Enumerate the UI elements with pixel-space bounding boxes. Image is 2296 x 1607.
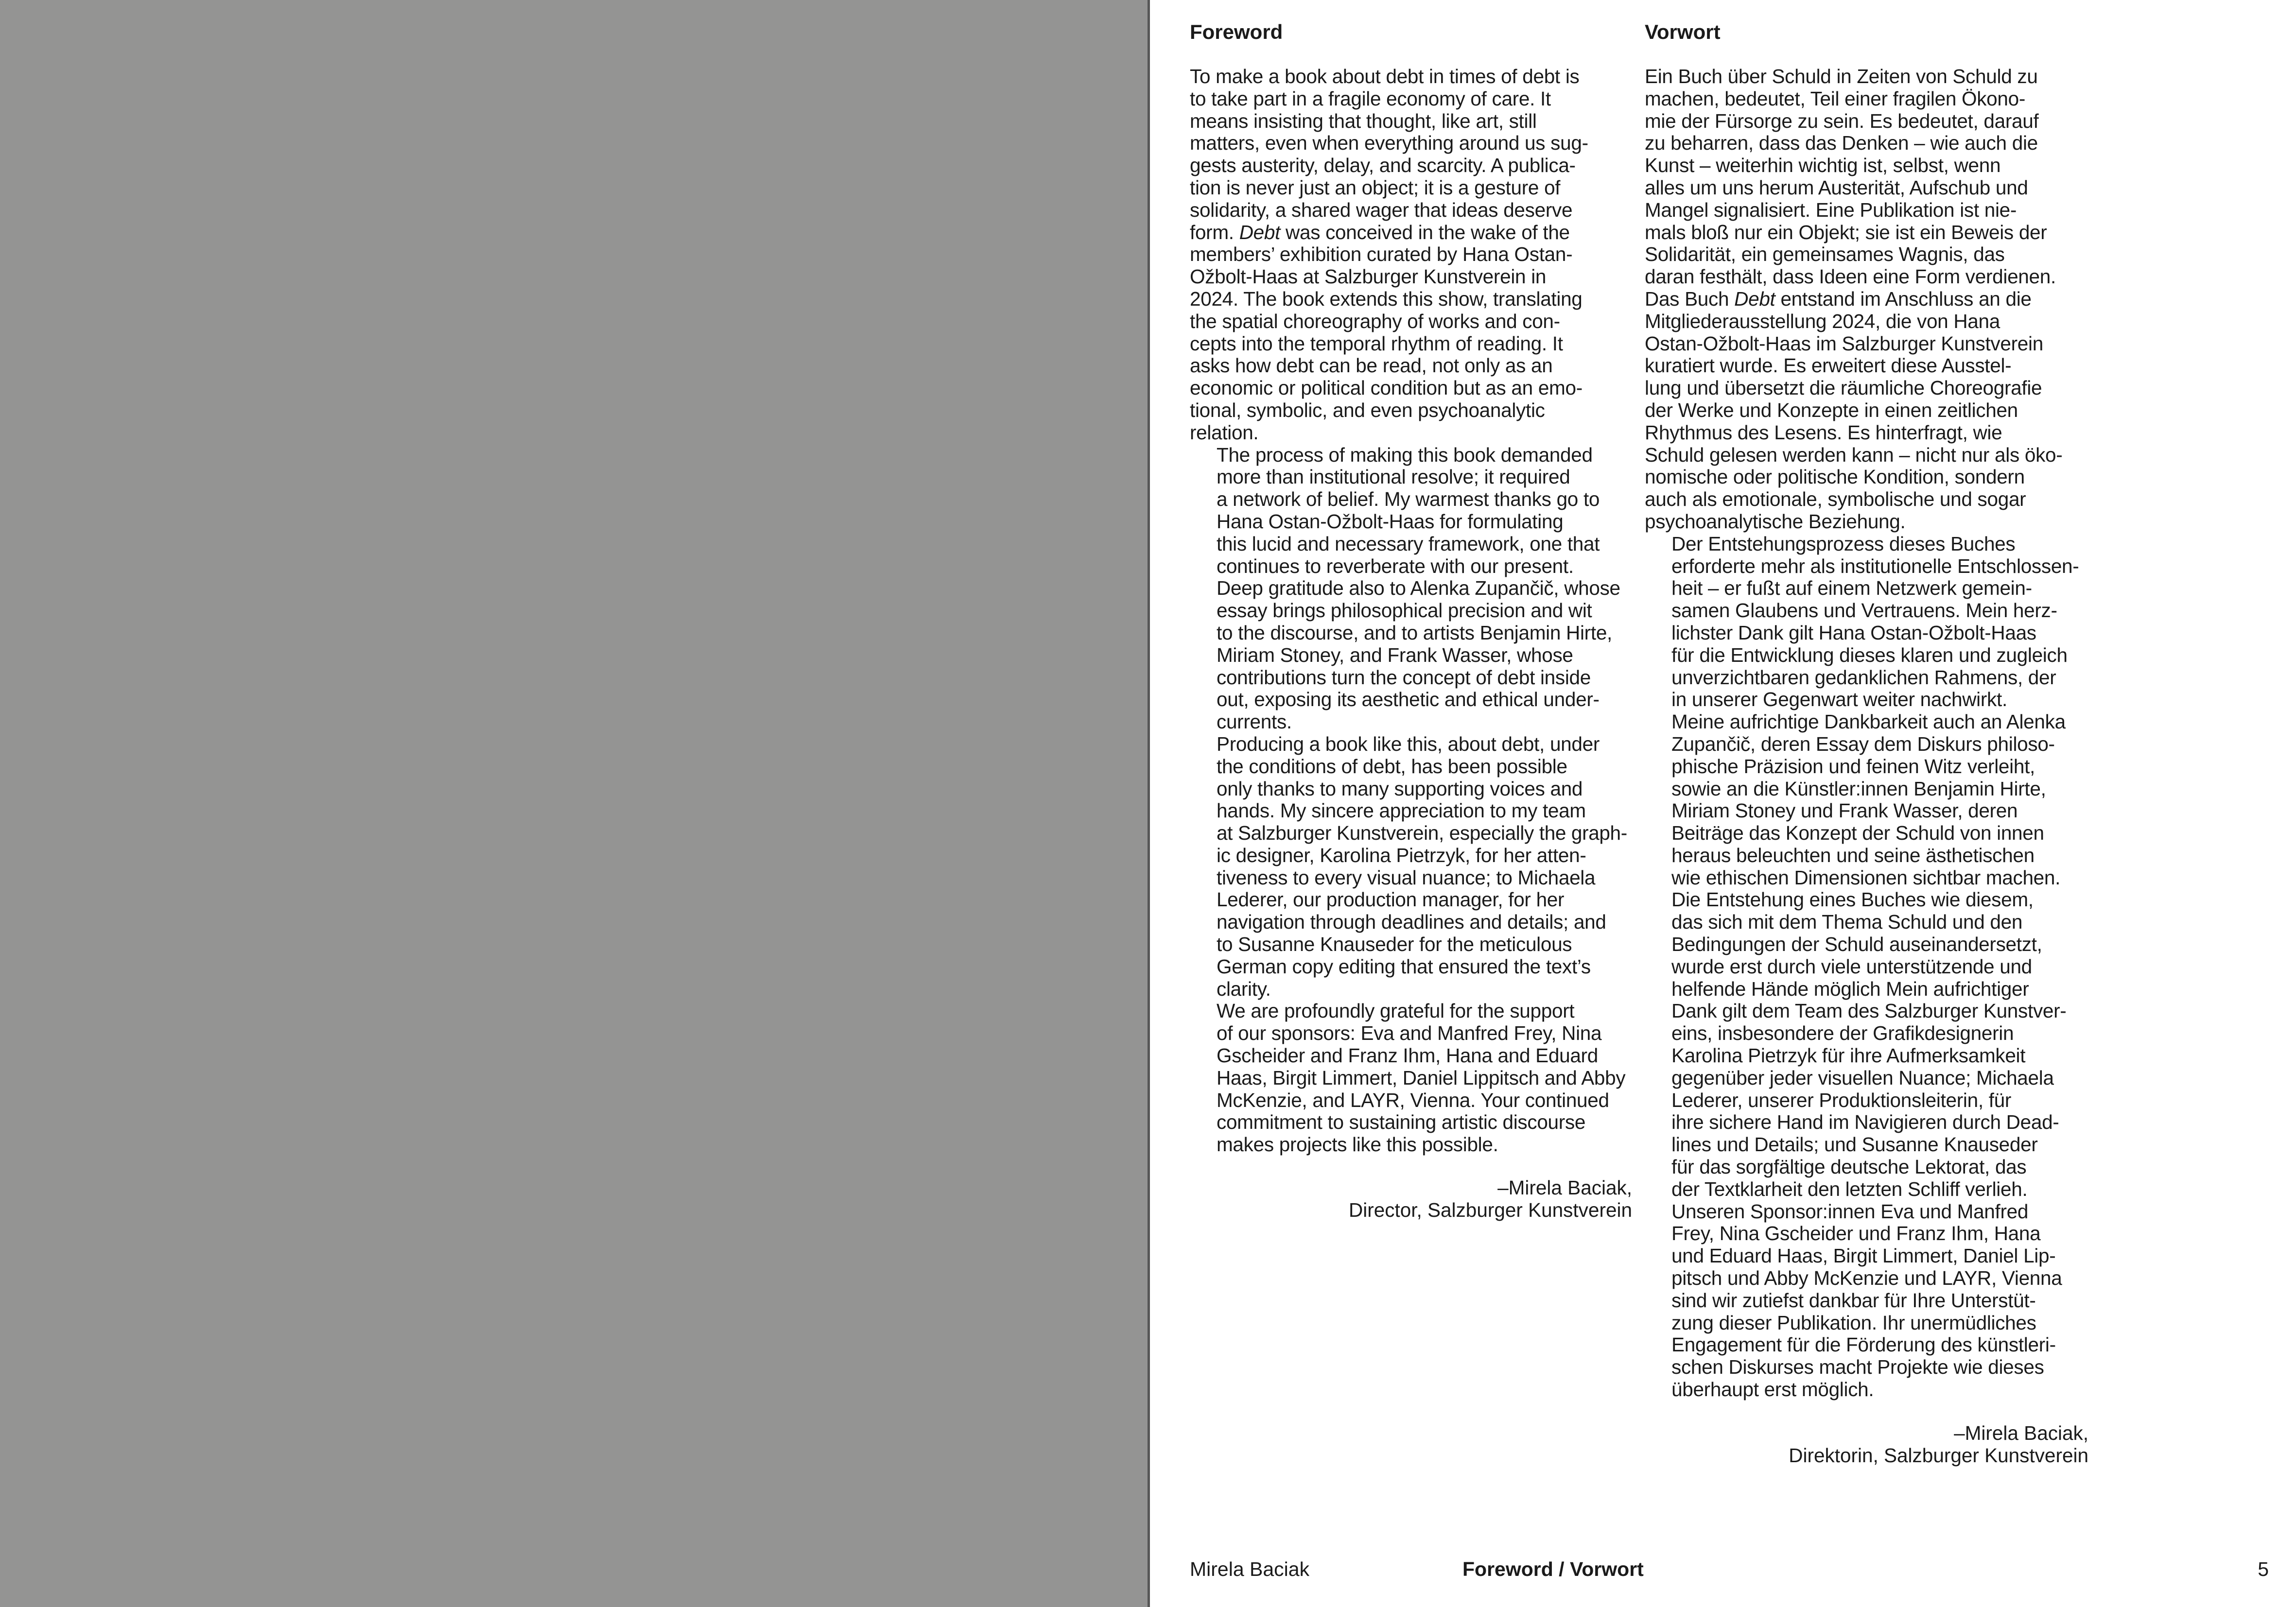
text-line: Ostan-Ožbolt-Haas im Salzburger Kunstverein	[1645, 332, 2043, 355]
text-line: Kunst – weiterhin wichtig ist, selbst, wenn	[1645, 154, 2001, 177]
text-line: Engagement für die Förderung des künstleri-	[1671, 1333, 2056, 1356]
text-line: Deep gratitude also to Alenka Zupančič, whose	[1217, 577, 1620, 600]
text-line: the spatial choreography of works and con-	[1190, 310, 1560, 332]
text-line: asks how debt can be read, not only as an	[1190, 354, 1553, 377]
text-line: Mangel signalisiert. Eine Publikation ist nie-	[1645, 198, 2017, 221]
text-line: machen, bedeutet, Teil einer fragilen Ökono-	[1645, 87, 2026, 110]
text-line: Hana Ostan-Ožbolt-Haas for formulating	[1217, 510, 1564, 533]
text-line: We are profoundly grateful for the support	[1217, 1000, 1575, 1022]
paragraph	[1190, 66, 1627, 444]
text-line: lines und Details; und Susanne Knauseder	[1671, 1133, 2038, 1156]
text-line: Miriam Stoney und Frank Wasser, deren	[1671, 799, 2018, 822]
text-line: auch als emotionale, symbolische und sogar	[1645, 488, 2026, 511]
text-line: lung und übersetzt die räumliche Choreografie	[1645, 377, 2042, 399]
text-line: Miriam Stoney, and Frank Wasser, whose	[1217, 643, 1573, 666]
text-line: cepts into the temporal rhythm of reading. It	[1190, 332, 1563, 355]
german-signature	[1645, 1422, 2088, 1467]
text-line: the conditions of debt, has been possible	[1217, 755, 1567, 778]
text-line: Ožbolt-Haas at Salzburger Kunstverein in	[1190, 265, 1547, 288]
text-line: kuratiert wurde. Es erweitert diese Ausstel-	[1645, 354, 2012, 377]
text-line: Dank gilt dem Team des Salzburger Kunstver-	[1671, 1000, 2067, 1022]
text-line: heraus beleuchten und seine ästhetischen	[1671, 844, 2035, 866]
text-line: more than institutional resolve; it required	[1217, 466, 1570, 488]
text-line: Lederer, our production manager, for her	[1217, 888, 1565, 911]
text-line: Karolina Pietrzyk für ihre Aufmerksamkeit	[1671, 1044, 2026, 1067]
text-line: Ein Buch über Schuld in Zeiten von Schuld zu	[1645, 65, 2038, 87]
text-line: wurde erst durch viele unterstützende und	[1671, 955, 2032, 978]
text-line: Solidarität, ein gemeinsames Wagnis, das	[1645, 243, 2005, 266]
text-line: out, exposing its aesthetic and ethical under-	[1217, 688, 1600, 711]
text-line: Meine aufrichtige Dankbarkeit auch an Alenka	[1671, 710, 2066, 733]
text-line: und Eduard Haas, Birgit Limmert, Daniel Lip-	[1671, 1244, 2056, 1267]
text-line: at Salzburger Kunstverein, especially the graph-	[1217, 822, 1627, 845]
text-line: The process of making this book demanded	[1217, 443, 1593, 466]
text-line: tiveness to every visual nuance; to Michaela	[1217, 866, 1596, 889]
text-line: der Werke und Konzepte in einen zeitlichen	[1645, 398, 2018, 421]
text-line: samen Glaubens und Vertrauens. Mein herz-	[1671, 599, 2057, 622]
text-line: McKenzie, and LAYR, Vienna. Your continued	[1217, 1089, 1609, 1111]
paragraph	[1190, 444, 1627, 733]
signature-name: –Mirela Baciak,	[1497, 1176, 1632, 1199]
text-line: phische Präzision und feinen Witz verleiht,	[1671, 755, 2035, 778]
text-line: Lederer, unserer Produktionsleiterin, für	[1671, 1089, 2012, 1111]
footer-section-title: Foreword / Vorwort	[1462, 1558, 1644, 1580]
footer-author: Mirela Baciak	[1190, 1558, 1310, 1580]
paragraph	[1645, 889, 2092, 1200]
text-line: To make a book about debt in times of debt is	[1190, 65, 1580, 87]
text-line: means insisting that thought, like art, still	[1190, 109, 1537, 132]
text-line: only thanks to many supporting voices and	[1217, 777, 1583, 800]
text-line: mie der Fürsorge zu sein. Es bedeutet, darauf	[1645, 109, 2039, 132]
text-line: Die Entstehung eines Buches wie diesem,	[1671, 888, 2034, 911]
book-title-emphasis: Debt	[1239, 221, 1281, 243]
text-line: daran festhält, dass Ideen eine Form verdienen.	[1645, 265, 2056, 288]
text-line: relation.	[1190, 421, 1259, 444]
text-line: für die Entwicklung dieses klaren und zugleich	[1671, 643, 2068, 666]
paragraph	[1190, 1000, 1627, 1156]
text-line: psychoanalytische Beziehung.	[1645, 510, 1906, 533]
text-line: a network of belief. My warmest thanks go to	[1217, 488, 1600, 511]
text-line: ihre sichere Hand im Navigieren durch Dead-	[1671, 1111, 2059, 1134]
paragraph	[1645, 533, 2092, 889]
text-line: unverzichtbaren gedanklichen Rahmens, der	[1671, 666, 2056, 689]
text-line: hands. My sincere appreciation to my team	[1217, 799, 1586, 822]
text-line: Producing a book like this, about debt, under	[1217, 732, 1600, 755]
text-line: Bedingungen der Schuld auseinandersetzt,	[1671, 933, 2042, 956]
signature-name: –Mirela Baciak,	[1954, 1422, 2088, 1444]
signature-role: Direktorin, Salzburger Kunstverein	[1789, 1444, 2088, 1467]
text-line: to the discourse, and to artists Benjamin Hirte,	[1217, 621, 1612, 644]
text-line: gests austerity, delay, and scarcity. A publica-	[1190, 154, 1576, 177]
paragraph	[1190, 733, 1627, 1001]
text-line: Haas, Birgit Limmert, Daniel Lippitsch and Abby	[1217, 1066, 1626, 1089]
heading-vorwort: Vorwort	[1645, 20, 1721, 43]
text-line: pitsch und Abby McKenzie und LAYR, Vienna	[1671, 1267, 2062, 1290]
text-line: currents.	[1217, 710, 1292, 733]
text-line: das sich mit dem Thema Schuld und den	[1671, 911, 2023, 933]
text-line: der Textklarheit den letzten Schliff verlieh.	[1671, 1177, 2028, 1200]
text-line: gegenüber jeder visuellen Nuance; Michaela	[1671, 1066, 2054, 1089]
signature-role: Director, Salzburger Kunstverein	[1348, 1198, 1632, 1221]
text-line: Zupančič, deren Essay dem Diskurs philoso-	[1671, 732, 2055, 755]
text-line: Rhythmus des Lesens. Es hinterfragt, wie	[1645, 421, 2002, 444]
text-line: solidarity, a shared wager that ideas deserve	[1190, 198, 1573, 221]
text-line: nomische oder politische Kondition, sondern	[1645, 466, 2025, 488]
text-line: commitment to sustaining artistic discourse	[1217, 1111, 1586, 1134]
text-line: clarity.	[1217, 977, 1271, 1000]
text-line: erforderte mehr als institutionelle Entschlossen-	[1671, 554, 2079, 577]
german-text-column	[1645, 66, 2092, 1401]
text-line: lichster Dank gilt Hana Ostan-Ožbolt-Haas	[1671, 621, 2036, 644]
text-line: eins, insbesondere der Grafikdesignerin	[1671, 1022, 2014, 1045]
text-line: helfende Hände möglich Mein aufrichtiger	[1671, 977, 2029, 1000]
text-line: economic or political condition but as an emo-	[1190, 377, 1583, 399]
text-line: this lucid and necessary framework, one that	[1217, 532, 1600, 555]
text-line: heit – er fußt auf einem Netzwerk gemein-	[1671, 577, 2032, 600]
text-line: alles um uns herum Austerität, Aufschub und	[1645, 176, 2028, 199]
text-line: of our sponsors: Eva and Manfred Frey, Nina	[1217, 1022, 1602, 1045]
text-line: ic designer, Karolina Pietrzyk, for her atten-	[1217, 844, 1586, 866]
text-line: 2024. The book extends this show, translating	[1190, 287, 1583, 310]
text-line: mals bloß nur ein Objekt; sie ist ein Beweis der	[1645, 221, 2047, 243]
text-line: navigation through deadlines and details; and	[1217, 911, 1606, 933]
text-line: Frey, Nina Gscheider und Franz Ihm, Hana	[1671, 1222, 2041, 1245]
text-line: tion is never just an object; it is a gesture of	[1190, 176, 1561, 199]
text-line: continues to reverberate with our present.	[1217, 554, 1574, 577]
text-line: Gscheider and Franz Ihm, Hana and Eduard	[1217, 1044, 1598, 1067]
text-line: makes projects like this possible.	[1217, 1133, 1498, 1156]
english-text-column	[1190, 66, 1627, 1156]
text-line: German copy editing that ensured the text’s	[1217, 955, 1591, 978]
paragraph	[1645, 66, 2092, 533]
text-line: to take part in a fragile economy of care. It	[1190, 87, 1551, 110]
text-line: Beiträge das Konzept der Schuld von innen	[1671, 822, 2044, 845]
text-line: Unseren Sponsor:innen Eva und Manfred	[1671, 1200, 2029, 1223]
text-line: zung dieser Publikation. Ihr unermüdliches	[1671, 1311, 2036, 1334]
text-line: für das sorgfältige deutsche Lektorat, das	[1671, 1156, 2027, 1178]
book-title-emphasis: Debt	[1734, 287, 1775, 310]
text-line: Schuld gelesen werden kann – nicht nur als öko-	[1645, 443, 2063, 466]
heading-foreword: Foreword	[1190, 20, 1283, 43]
text-line: form. Debt was conceived in the wake of the	[1190, 221, 1570, 243]
text-line: members’ exhibition curated by Hana Ostan-	[1190, 243, 1573, 266]
text-line: Das Buch Debt entstand im Anschluss an die	[1645, 287, 2032, 310]
text-line: Der Entstehungsprozess dieses Buches	[1671, 532, 2016, 555]
text-line: sind wir zutiefst dankbar für Ihre Unterstüt-	[1671, 1289, 2036, 1312]
english-signature	[1190, 1177, 1632, 1222]
text-line: wie ethischen Dimensionen sichtbar machen.	[1671, 866, 2061, 889]
text-line: zu beharren, dass das Denken – wie auch die	[1645, 132, 2038, 155]
text-line: essay brings philosophical precision and wit	[1217, 599, 1592, 622]
text-line: matters, even when everything around us sug-	[1190, 132, 1588, 155]
text-line: in unserer Gegenwart weiter nachwirkt.	[1671, 688, 2007, 711]
text-line: überhaupt erst möglich.	[1671, 1378, 1874, 1401]
paragraph	[1645, 1201, 2092, 1401]
text-line: contributions turn the concept of debt inside	[1217, 666, 1591, 689]
text-line: tional, symbolic, and even psychoanalytic	[1190, 398, 1545, 421]
text-line: schen Diskurses macht Projekte wie dieses	[1671, 1356, 2044, 1379]
text-line: to Susanne Knauseder for the meticulous	[1217, 933, 1572, 956]
text-line: Mitgliederausstellung 2024, die von Hana	[1645, 310, 2000, 332]
page-number: 5	[2258, 1558, 2269, 1580]
text-line: sowie an die Künstler:innen Benjamin Hirte,	[1671, 777, 2046, 800]
